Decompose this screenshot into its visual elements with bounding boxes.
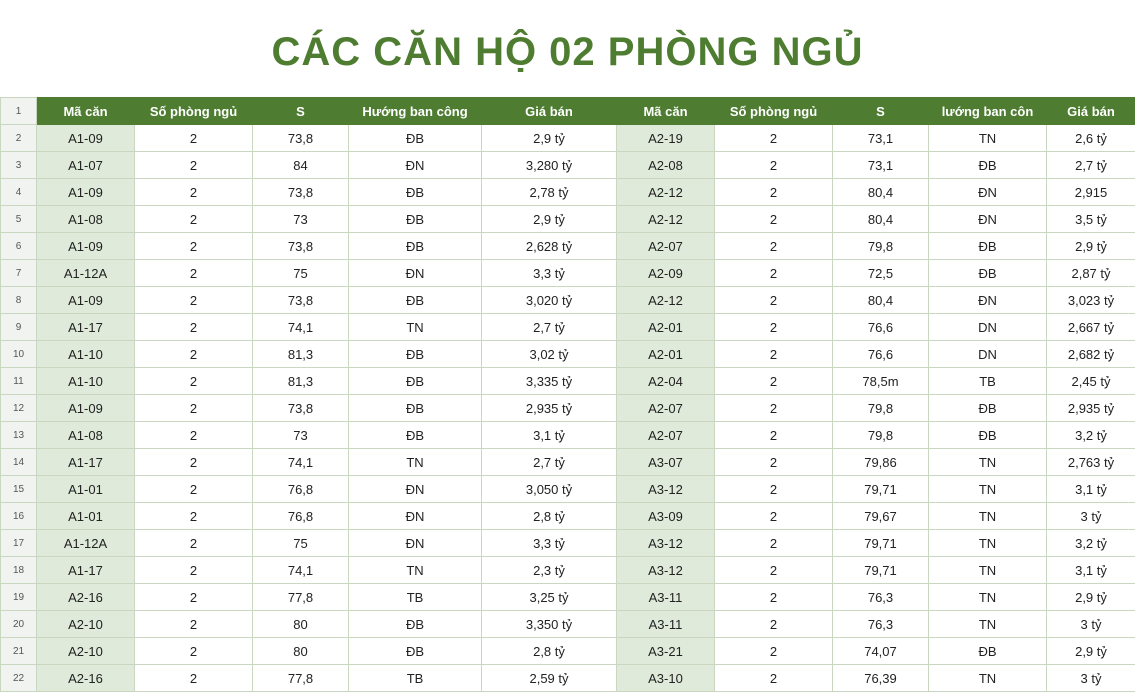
table-cell: ĐB [349,368,482,395]
column-header: Mã căn [37,98,135,125]
table-cell: 2,6 tỷ [1047,125,1135,152]
column-header: Mã căn [617,98,715,125]
cell-apartment-code: A3-12 [617,476,715,503]
cell-apartment-code: A2-10 [37,638,135,665]
table-row [1,665,1135,692]
table-cell: 2 [135,206,253,233]
table-cell: 2 [715,449,833,476]
table-cell: 2 [715,314,833,341]
table-cell: 73 [253,206,349,233]
table-cell: 2,3 tỷ [482,557,617,584]
table-row [1,341,1135,368]
table-cell: 2 [135,476,253,503]
page-title: CÁC CĂN HỘ 02 PHÒNG NGỦ [0,0,1135,97]
table-cell: 2 [135,584,253,611]
table-cell: ĐB [929,233,1047,260]
cell-apartment-code: A1-12A [37,260,135,287]
table-cell: ĐB [349,233,482,260]
table-cell: 3,280 tỷ [482,152,617,179]
table-cell: 75 [253,530,349,557]
table-cell: 3,2 tỷ [1047,530,1135,557]
table-cell: TN [929,665,1047,692]
table-cell: 2,935 tỷ [1047,395,1135,422]
row-number: 2 [1,125,37,152]
table-cell: 2 [715,368,833,395]
table-cell: 75 [253,260,349,287]
table-cell: 3,3 tỷ [482,530,617,557]
table-cell: 2 [135,314,253,341]
table-row [1,584,1135,611]
table-header-row [1,98,1135,125]
cell-apartment-code: A1-17 [37,314,135,341]
table-cell: DN [929,314,1047,341]
table-cell: 2,7 tỷ [482,449,617,476]
table-cell: ĐN [349,152,482,179]
table-cell: 2 [135,449,253,476]
table-cell: 73,8 [253,287,349,314]
table-cell: ĐB [349,395,482,422]
table-row [1,179,1135,206]
cell-apartment-code: A1-17 [37,449,135,476]
row-number: 19 [1,584,37,611]
row-number: 20 [1,611,37,638]
cell-apartment-code: A1-10 [37,368,135,395]
table-cell: 3,02 tỷ [482,341,617,368]
column-header: lướng ban côn [929,98,1047,125]
row-number: 21 [1,638,37,665]
table-row [1,638,1135,665]
table-cell: ĐN [929,206,1047,233]
table-cell: 79,86 [833,449,929,476]
cell-apartment-code: A2-09 [617,260,715,287]
table-cell: 3,335 tỷ [482,368,617,395]
cell-apartment-code: A3-12 [617,557,715,584]
table-cell: 77,8 [253,584,349,611]
table-cell: 2 [715,611,833,638]
cell-apartment-code: A2-12 [617,287,715,314]
cell-apartment-code: A2-16 [37,665,135,692]
table-cell: 2 [715,638,833,665]
table-cell: 3 tỷ [1047,665,1135,692]
table-cell: 2,682 tỷ [1047,341,1135,368]
table-cell: 2,9 tỷ [1047,638,1135,665]
table-cell: ĐB [929,152,1047,179]
table-cell: 74,1 [253,314,349,341]
table-cell: 2 [715,665,833,692]
table-cell: 3,1 tỷ [482,422,617,449]
row-number: 7 [1,260,37,287]
table-cell: TN [349,314,482,341]
cell-apartment-code: A1-09 [37,287,135,314]
cell-apartment-code: A2-01 [617,341,715,368]
cell-apartment-code: A1-01 [37,476,135,503]
table-cell: TN [929,557,1047,584]
table-cell: 2 [715,179,833,206]
table-cell: 2 [135,287,253,314]
row-number: 6 [1,233,37,260]
table-cell: 2 [715,584,833,611]
table-cell: ĐB [929,395,1047,422]
table-cell: TB [349,584,482,611]
table-cell: 2,8 tỷ [482,638,617,665]
table-cell: 79,67 [833,503,929,530]
column-header: Hướng ban công [349,98,482,125]
table-cell: 3,1 tỷ [1047,557,1135,584]
table-cell: 2 [135,503,253,530]
table-cell: 2,78 tỷ [482,179,617,206]
cell-apartment-code: A3-09 [617,503,715,530]
table-cell: 2,59 tỷ [482,665,617,692]
table-cell: 2 [135,341,253,368]
table-cell: TN [929,584,1047,611]
table-cell: ĐN [349,503,482,530]
row-number: 12 [1,395,37,422]
table-cell: 72,5 [833,260,929,287]
cell-apartment-code: A1-10 [37,341,135,368]
table-cell: 2,915 [1047,179,1135,206]
cell-apartment-code: A2-07 [617,422,715,449]
table-cell: 2 [715,260,833,287]
row-number: 13 [1,422,37,449]
row-number: 17 [1,530,37,557]
cell-apartment-code: A1-09 [37,395,135,422]
cell-apartment-code: A3-21 [617,638,715,665]
table-cell: 2 [135,152,253,179]
table-cell: 2,763 tỷ [1047,449,1135,476]
table-cell: 3,023 tỷ [1047,287,1135,314]
table-cell: TN [929,530,1047,557]
table-cell: ĐB [349,287,482,314]
table-cell: 73,8 [253,125,349,152]
table-cell: 76,3 [833,611,929,638]
cell-apartment-code: A2-07 [617,233,715,260]
table-row [1,557,1135,584]
table-cell: TB [349,665,482,692]
table-cell: TN [349,449,482,476]
table-cell: 79,8 [833,422,929,449]
table-cell: 2 [135,179,253,206]
cell-apartment-code: A1-09 [37,233,135,260]
cell-apartment-code: A1-12A [37,530,135,557]
table-cell: ĐN [929,287,1047,314]
table-cell: 2 [135,125,253,152]
table-cell: 2,628 tỷ [482,233,617,260]
table-cell: 2 [715,422,833,449]
table-cell: 2 [135,233,253,260]
cell-apartment-code: A2-04 [617,368,715,395]
table-cell: DN [929,341,1047,368]
table-cell: 81,3 [253,341,349,368]
table-cell: 2,935 tỷ [482,395,617,422]
cell-apartment-code: A2-08 [617,152,715,179]
table-row [1,476,1135,503]
table-cell: 3,3 tỷ [482,260,617,287]
table-cell: ĐB [349,638,482,665]
cell-apartment-code: A1-08 [37,422,135,449]
table-cell: 2 [135,665,253,692]
row-number: 22 [1,665,37,692]
table-cell: 73,8 [253,179,349,206]
cell-apartment-code: A2-01 [617,314,715,341]
row-number: 14 [1,449,37,476]
table-row [1,287,1135,314]
table-cell: 73,8 [253,233,349,260]
table-row [1,422,1135,449]
table-cell: 80,4 [833,206,929,233]
row-number: 4 [1,179,37,206]
table-cell: 2 [135,557,253,584]
table-cell: ĐB [349,611,482,638]
table-cell: ĐN [929,179,1047,206]
table-cell: 79,71 [833,476,929,503]
row-number: 11 [1,368,37,395]
table-cell: 76,8 [253,476,349,503]
row-number: 3 [1,152,37,179]
table-cell: ĐB [349,341,482,368]
table-cell: 73 [253,422,349,449]
cell-apartment-code: A2-10 [37,611,135,638]
table-cell: 74,1 [253,557,349,584]
table-cell: 2 [715,233,833,260]
table-cell: 2 [715,287,833,314]
table-cell: 2 [135,368,253,395]
table-cell: TN [929,125,1047,152]
row-number: 8 [1,287,37,314]
cell-apartment-code: A2-12 [617,179,715,206]
row-number: 5 [1,206,37,233]
table-cell: 84 [253,152,349,179]
table-cell: 3,5 tỷ [1047,206,1135,233]
table-row [1,395,1135,422]
table-cell: ĐB [929,260,1047,287]
row-number: 1 [1,98,37,125]
table-cell: 2,8 tỷ [482,503,617,530]
table-row [1,611,1135,638]
table-cell: TN [929,503,1047,530]
cell-apartment-code: A3-10 [617,665,715,692]
table-cell: 79,71 [833,530,929,557]
cell-apartment-code: A1-17 [37,557,135,584]
table-cell: 81,3 [253,368,349,395]
table-cell: 2,9 tỷ [482,125,617,152]
row-number: 9 [1,314,37,341]
table-cell: 80 [253,611,349,638]
cell-apartment-code: A1-07 [37,152,135,179]
table-cell: 74,07 [833,638,929,665]
table-cell: 3,350 tỷ [482,611,617,638]
table-cell: 2 [715,341,833,368]
table-cell: 3,1 tỷ [1047,476,1135,503]
table-cell: 80 [253,638,349,665]
row-number: 15 [1,476,37,503]
table-cell: 2 [715,125,833,152]
column-header: S [833,98,929,125]
cell-apartment-code: A2-19 [617,125,715,152]
table-cell: 2,9 tỷ [482,206,617,233]
cell-apartment-code: A2-12 [617,206,715,233]
table-cell: 77,8 [253,665,349,692]
cell-apartment-code: A3-11 [617,584,715,611]
table-cell: 2,667 tỷ [1047,314,1135,341]
table-cell: 2,9 tỷ [1047,233,1135,260]
table-cell: 76,6 [833,314,929,341]
table-row [1,233,1135,260]
cell-apartment-code: A3-11 [617,611,715,638]
table-cell: 73,1 [833,125,929,152]
table-row [1,368,1135,395]
table-cell: 2 [135,395,253,422]
table-row [1,314,1135,341]
column-header: Số phòng ngủ [135,98,253,125]
table-cell: ĐN [349,260,482,287]
table-cell: 2 [715,152,833,179]
table-cell: ĐN [349,476,482,503]
cell-apartment-code: A1-08 [37,206,135,233]
cell-apartment-code: A3-12 [617,530,715,557]
table-cell: 2 [135,611,253,638]
table-cell: ĐN [349,530,482,557]
table-cell: 2 [715,395,833,422]
column-header: S [253,98,349,125]
table-cell: TN [929,611,1047,638]
table-row [1,530,1135,557]
table-cell: 76,39 [833,665,929,692]
table-cell: ĐB [349,179,482,206]
table-cell: 2 [715,503,833,530]
table-cell: 80,4 [833,287,929,314]
cell-apartment-code: A1-09 [37,125,135,152]
table-cell: ĐB [929,638,1047,665]
table-cell: 2,7 tỷ [1047,152,1135,179]
column-header: Giá bán [482,98,617,125]
table-cell: 2,7 tỷ [482,314,617,341]
row-number: 18 [1,557,37,584]
table-cell: 76,3 [833,584,929,611]
table-row [1,260,1135,287]
row-number: 16 [1,503,37,530]
cell-apartment-code: A1-01 [37,503,135,530]
table-cell: 2 [715,530,833,557]
table-cell: 80,4 [833,179,929,206]
row-number: 10 [1,341,37,368]
table-cell: 79,8 [833,395,929,422]
table-row [1,449,1135,476]
table-cell: 3,25 tỷ [482,584,617,611]
table-row [1,206,1135,233]
table-cell: 2 [135,530,253,557]
table-cell: 2,9 tỷ [1047,584,1135,611]
table-cell: 2 [715,557,833,584]
cell-apartment-code: A1-09 [37,179,135,206]
table-cell: 2,87 tỷ [1047,260,1135,287]
table-cell: TB [929,368,1047,395]
table-cell: 3 tỷ [1047,611,1135,638]
cell-apartment-code: A2-16 [37,584,135,611]
table-cell: 2 [135,422,253,449]
column-header: Số phòng ngủ [715,98,833,125]
table-cell: 79,8 [833,233,929,260]
table-cell: ĐB [929,422,1047,449]
table-cell: 73,1 [833,152,929,179]
table-cell: 3,050 tỷ [482,476,617,503]
table-cell: 76,8 [253,503,349,530]
table-cell: ĐB [349,125,482,152]
table-cell: 2 [135,260,253,287]
table-cell: 3,020 tỷ [482,287,617,314]
table-cell: TN [349,557,482,584]
table-cell: 78,5m [833,368,929,395]
table-cell: 3 tỷ [1047,503,1135,530]
table-cell: TN [929,449,1047,476]
table-row [1,125,1135,152]
cell-apartment-code: A3-07 [617,449,715,476]
table-cell: 74,1 [253,449,349,476]
table-cell: 2 [715,476,833,503]
table-cell: ĐB [349,422,482,449]
table-row [1,503,1135,530]
table-cell: TN [929,476,1047,503]
table-cell: 79,71 [833,557,929,584]
cell-apartment-code: A2-07 [617,395,715,422]
table-cell: ĐB [349,206,482,233]
table-cell: 2 [715,206,833,233]
table-cell: 3,2 tỷ [1047,422,1135,449]
table-row [1,152,1135,179]
table-cell: 76,6 [833,341,929,368]
table-cell: 2,45 tỷ [1047,368,1135,395]
table-cell: 73,8 [253,395,349,422]
table-cell: 2 [135,638,253,665]
column-header: Giá bán [1047,98,1135,125]
